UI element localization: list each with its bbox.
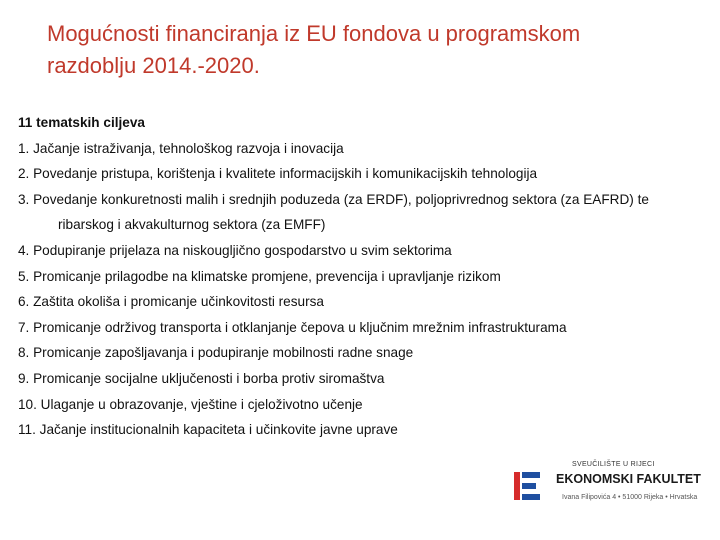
slide-title-line-1: Mogućnosti financiranja iz EU fondova u programskom bbox=[47, 21, 581, 46]
objective-item: 6. Zaštita okoliša i promicanje učinkovitosti resursa bbox=[18, 294, 324, 310]
objective-item: 4. Podupiranje prijelaza na niskougljično gospodarstvo u svim sektorima bbox=[18, 242, 452, 258]
objective-item: 9. Promicanje socijalne uključenosti i borba protiv siromaštva bbox=[18, 370, 385, 386]
logo-address: Ivana Filipovića 4 • 51000 Rijeka • Hrvatska bbox=[562, 494, 698, 501]
faculty-logo-mark-icon bbox=[512, 470, 544, 502]
objectives-list bbox=[18, 110, 708, 443]
objective-item: 11. Jačanje institucionalnih kapaciteta i učinkovite javne uprave bbox=[18, 422, 398, 438]
objective-item: 3. Povedanje konkuretnosti malih i srednjih poduzeda (za ERDF), poljoprivrednog sektora (za EAFRD) te ribarskog i akvakulturnog sektora (za EMFF) bbox=[18, 191, 649, 233]
logo-faculty-name: EKONOMSKI FAKULTET bbox=[556, 472, 701, 486]
slide-title bbox=[47, 18, 687, 82]
logo-university-text: SVEUČILIŠTE U RIJECI bbox=[572, 461, 655, 468]
objective-item: 10. Ulaganje u obrazovanje, vještine i cjeloživotno učenje bbox=[18, 396, 363, 412]
objective-item: 1. Jačanje istraživanja, tehnološkog razvoja i inovacija bbox=[18, 140, 344, 156]
objectives-heading: 11 tematskih ciljeva bbox=[18, 115, 145, 130]
objective-item: 5. Promicanje prilagodbe na klimatske promjene, prevencija i upravljanje rizikom bbox=[18, 268, 501, 284]
objective-item: 2. Povedanje pristupa, korištenja i kvalitete informacijskih i komunikacijskih tehnologija bbox=[18, 166, 538, 182]
objective-item: 7. Promicanje održivog transporta i otklanjanje čepova u ključnim mrežnim infrastrukturama bbox=[18, 319, 567, 335]
objective-item: 8. Promicanje zapošljavanja i podupiranje mobilnosti radne snage bbox=[18, 345, 414, 361]
slide-title-line-2: razdoblju 2014.-2020. bbox=[47, 53, 260, 78]
faculty-logo bbox=[512, 458, 702, 508]
